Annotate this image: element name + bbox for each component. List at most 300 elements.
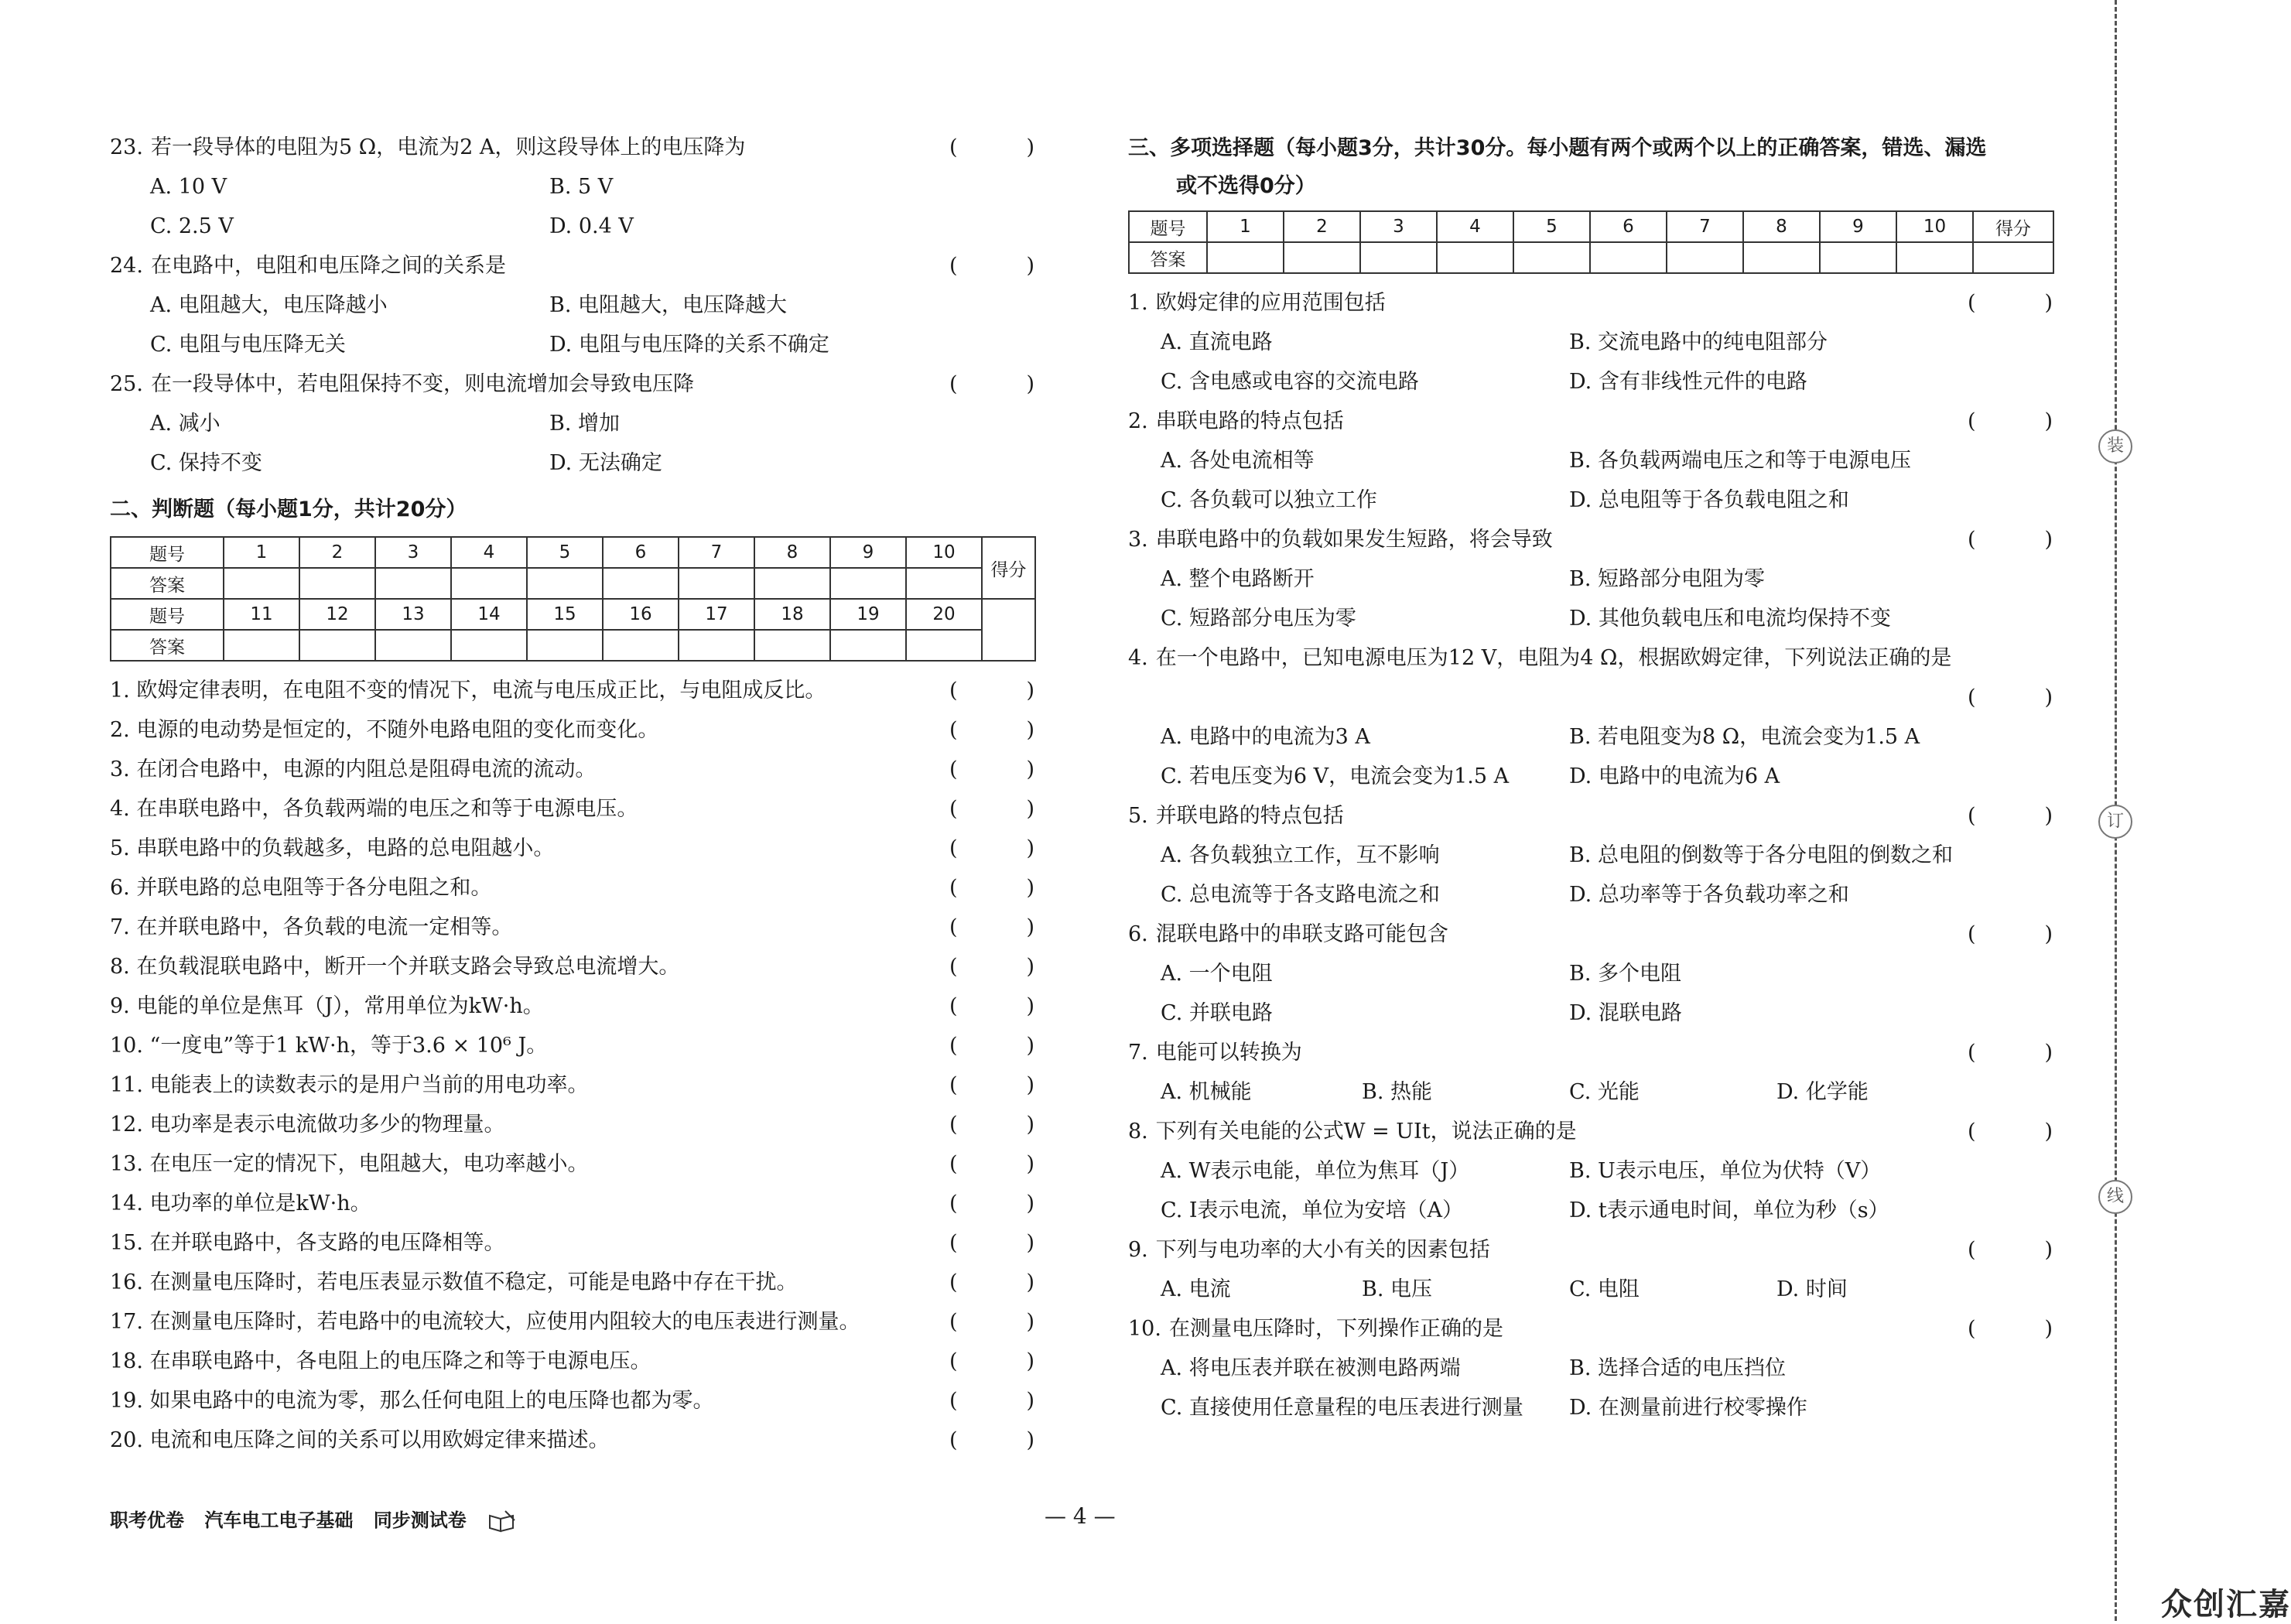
paren-open: (	[949, 1349, 958, 1373]
paren-close: )	[1026, 1073, 1034, 1097]
answer-cell[interactable]	[1284, 242, 1360, 273]
question	[110, 1065, 1034, 1105]
option[interactable]: C. 保持不变	[150, 451, 262, 475]
answer-parens[interactable]	[949, 908, 1034, 947]
option[interactable]: C. 含电感或电容的交流电路	[1161, 370, 1419, 394]
answer-cell[interactable]	[1590, 242, 1667, 273]
question-text: 16. 在测量电压降时，若电压表显示数值不稳定，可能是电路中存在干扰。	[110, 1270, 798, 1294]
paren-open: (	[949, 1231, 958, 1255]
option[interactable]: B. 若电阻变为8 Ω，电流会变为1.5 A	[1569, 725, 1920, 749]
question	[1128, 915, 2053, 954]
question-number: 5.	[1128, 804, 1148, 828]
paren-close: )	[1026, 994, 1034, 1018]
answer-cell[interactable]	[603, 568, 679, 599]
question-text: 在电路中，电阻和电压降之间的关系是	[150, 254, 506, 278]
question-text: 混联电路中的串联支路可能包含	[1155, 922, 1448, 946]
option-row	[110, 404, 1034, 443]
paren-open: (	[949, 1113, 958, 1137]
answer-cell[interactable]	[451, 568, 527, 599]
option[interactable]: A. 10 V	[150, 175, 227, 199]
question-text: 6. 并联电路的总电阻等于各分电阻之和。	[110, 876, 492, 900]
paren-open: (	[1968, 291, 1976, 315]
question-number-cell: 19	[830, 599, 906, 630]
option[interactable]: B. 交流电路中的纯电阻部分	[1569, 330, 1828, 354]
option[interactable]: A. 各处电流相等	[1161, 449, 1315, 473]
answer-parens[interactable]	[949, 1144, 1034, 1184]
paren-close: )	[1026, 1349, 1034, 1373]
answer-cell[interactable]	[1896, 242, 1973, 273]
option[interactable]: D. t表示通电时间，单位为秒（s）	[1569, 1198, 1889, 1222]
answer-parens[interactable]	[1968, 678, 2053, 717]
answer-cell[interactable]	[754, 630, 830, 661]
question-number-cell: 8	[754, 537, 830, 568]
answer-cell[interactable]	[299, 630, 375, 661]
footer-course: 汽车电工电子基础	[204, 1509, 354, 1531]
question-text: 10. “一度电”等于1 kW·h，等于3.6 × 10⁶ J。	[110, 1034, 548, 1058]
question	[110, 829, 1034, 868]
paren-open: (	[1968, 1238, 1976, 1262]
option[interactable]: D. 其他负载电压和电流均保持不变	[1569, 607, 1891, 631]
paren-open: (	[949, 915, 958, 939]
question-number-cell: 5	[1513, 211, 1590, 242]
footer-kind: 同步测试卷	[373, 1509, 467, 1531]
score-cell[interactable]	[982, 599, 1035, 661]
option-row	[1128, 836, 2053, 875]
answer-parens[interactable]	[1968, 520, 2053, 559]
paren-close: )	[1026, 1428, 1034, 1452]
question	[1128, 283, 2053, 323]
question-number-cell: 11	[224, 599, 299, 630]
option[interactable]: A. 将电压表并联在被测电路两端	[1161, 1356, 1461, 1380]
paren-open: (	[1968, 1317, 1976, 1341]
number-row-label: 题号	[1129, 211, 1207, 242]
answer-parens[interactable]	[949, 671, 1034, 710]
paren-close: )	[1026, 1389, 1034, 1413]
answer-cell[interactable]	[1360, 242, 1437, 273]
question-number-cell: 17	[679, 599, 754, 630]
answer-parens[interactable]	[1968, 1033, 2053, 1072]
option[interactable]: B. 5 V	[549, 175, 614, 199]
paren-close: )	[2044, 1317, 2053, 1341]
answer-parens[interactable]	[949, 1105, 1034, 1144]
answer-parens[interactable]	[949, 1263, 1034, 1302]
answer-row-label: 答案	[1129, 242, 1207, 273]
answer-parens[interactable]	[949, 986, 1034, 1026]
option[interactable]: C. 并联电路	[1161, 1001, 1273, 1025]
question-text: 串联电路的特点包括	[1155, 409, 1344, 433]
option-row	[1128, 1151, 2053, 1191]
option-row	[110, 167, 1034, 207]
option[interactable]: A. 一个电阻	[1161, 962, 1273, 986]
question	[110, 1263, 1034, 1302]
answer-cell[interactable]	[1207, 242, 1284, 273]
answer-parens[interactable]	[949, 789, 1034, 829]
option-row	[1128, 954, 2053, 993]
question-text: 在测量电压降时，下列操作正确的是	[1168, 1317, 1503, 1341]
paren-open: (	[949, 836, 958, 860]
left-column	[110, 128, 1034, 1460]
answer-parens[interactable]	[949, 1381, 1034, 1421]
option[interactable]: C. 若电压变为6 V，电流会变为1.5 A	[1161, 764, 1510, 788]
option-row	[1128, 875, 2053, 915]
answer-cell[interactable]	[830, 630, 906, 661]
watermark: 众创汇嘉	[2161, 1587, 2291, 1622]
paren-close: )	[1026, 718, 1034, 742]
option[interactable]: C. I表示电流，单位为安培（A）	[1161, 1198, 1464, 1222]
question-number-cell: 3	[1360, 211, 1437, 242]
paren-open: (	[949, 1034, 958, 1058]
answer-parens[interactable]	[949, 947, 1034, 986]
option[interactable]: D. 总功率等于各负载功率之和	[1569, 883, 1849, 907]
paren-open: (	[949, 1310, 958, 1334]
question-number-cell: 7	[679, 537, 754, 568]
score-cell[interactable]	[1973, 242, 2053, 273]
book-icon	[487, 1509, 518, 1533]
question-text: 2. 电源的电动势是恒定的，不随外电路电阻的变化而变化。	[110, 718, 659, 742]
question-text: 7. 在并联电路中，各负载的电流一定相等。	[110, 915, 513, 939]
option[interactable]: C. 2.5 V	[150, 214, 234, 238]
paren-close: )	[1026, 836, 1034, 860]
footer-brand: 职考优卷	[110, 1509, 184, 1531]
question	[110, 710, 1034, 750]
question-number-cell: 9	[1820, 211, 1896, 242]
paren-open: (	[949, 1389, 958, 1413]
answer-cell[interactable]	[1820, 242, 1896, 273]
question	[110, 986, 1034, 1026]
paren-open: (	[949, 955, 958, 979]
paren-open: (	[1968, 1041, 1976, 1065]
question-text: 5. 串联电路中的负载越多，电路的总电阻越小。	[110, 836, 555, 860]
answer-parens[interactable]	[949, 1065, 1034, 1105]
paren-close: )	[1026, 1113, 1034, 1137]
answer-parens[interactable]	[949, 750, 1034, 789]
option[interactable]: A. 减小	[150, 412, 221, 436]
answer-parens[interactable]	[949, 1184, 1034, 1223]
option[interactable]: C. 总电流等于各支路电流之和	[1161, 883, 1440, 907]
option[interactable]: B. 总电阻的倒数等于各分电阻的倒数之和	[1569, 843, 1954, 867]
answer-parens[interactable]	[1968, 1230, 2053, 1270]
answer-cell[interactable]	[679, 568, 754, 599]
question-number-cell: 6	[603, 537, 679, 568]
option-row	[1128, 1349, 2053, 1388]
option[interactable]: D. 混联电路	[1569, 1001, 1682, 1025]
paren-close: )	[1026, 955, 1034, 979]
answer-row-label: 答案	[111, 568, 224, 599]
paren-close: )	[2044, 528, 2053, 552]
answer-parens[interactable]	[949, 1302, 1034, 1342]
question-number-cell: 15	[527, 599, 603, 630]
option[interactable]: D. 无法确定	[549, 451, 662, 475]
answer-parens[interactable]	[1968, 1112, 2053, 1151]
question	[110, 128, 1034, 167]
question	[1128, 1230, 2053, 1270]
paren-close: )	[1026, 1310, 1034, 1334]
question-text: 19. 如果电路中的电流为零，那么任何电阻上的电压降也都为零。	[110, 1389, 714, 1413]
option[interactable]: A. 整个电路断开	[1161, 567, 1315, 591]
answer-cell[interactable]	[830, 568, 906, 599]
answer-cell[interactable]	[1743, 242, 1820, 273]
number-row-label: 题号	[111, 537, 224, 568]
option[interactable]: C. 各负载可以独立工作	[1161, 488, 1377, 512]
option[interactable]: D. 时间	[1776, 1277, 1848, 1301]
option[interactable]: C. 电阻与电压降无关	[150, 333, 346, 357]
paren-close: )	[2044, 685, 2053, 709]
question	[1128, 1033, 2053, 1072]
option[interactable]: B. 短路部分电阻为零	[1569, 567, 1766, 591]
question-text: 1. 欧姆定律表明，在电阻不变的情况下，电流与电压成正比，与电阻成反比。	[110, 679, 826, 703]
paren-open: (	[1968, 528, 1976, 552]
question-text: 下列有关电能的公式W = UIt，说法正确的是	[1155, 1120, 1577, 1144]
question-number: 1.	[1128, 291, 1148, 315]
answer-cell[interactable]	[906, 630, 982, 661]
option[interactable]: B. 电压	[1362, 1277, 1433, 1301]
answer-parens[interactable]	[949, 364, 1034, 404]
option[interactable]: B. 电阻越大，电压降越大	[549, 293, 788, 317]
paren-close: )	[1026, 135, 1034, 159]
paren-close: )	[1026, 1152, 1034, 1176]
question-number: 10.	[1128, 1317, 1161, 1341]
paren-open: (	[949, 135, 958, 159]
paren-open: (	[949, 797, 958, 821]
option[interactable]: B. U表示电压，单位为伏特（V）	[1569, 1159, 1882, 1183]
option-row	[1128, 362, 2053, 402]
option-row	[110, 285, 1034, 325]
question-number-cell: 5	[527, 537, 603, 568]
question	[110, 868, 1034, 908]
cut-mark-zhuang: 装	[2098, 429, 2132, 463]
answer-parens[interactable]	[949, 1421, 1034, 1460]
answer-row-label: 答案	[111, 630, 224, 661]
paren-close: )	[2044, 409, 2053, 433]
answer-parens[interactable]	[949, 710, 1034, 750]
right-column	[1128, 128, 2053, 1427]
question-text: 4. 在串联电路中，各负载两端的电压之和等于电源电压。	[110, 797, 638, 821]
question	[110, 1105, 1034, 1144]
option[interactable]: D. 在测量前进行校零操作	[1569, 1396, 1807, 1420]
option[interactable]: C. 电阻	[1569, 1277, 1640, 1301]
answer-cell[interactable]	[1513, 242, 1590, 273]
question	[1128, 796, 2053, 836]
question	[110, 671, 1034, 710]
option[interactable]: D. 0.4 V	[549, 214, 634, 238]
question	[1128, 638, 2053, 678]
question	[110, 1144, 1034, 1184]
answer-cell[interactable]	[375, 630, 451, 661]
question	[110, 364, 1034, 404]
paren-open: (	[949, 679, 958, 703]
question-text: 15. 在并联电路中，各支路的电压降相等。	[110, 1231, 505, 1255]
question	[110, 1421, 1034, 1460]
question-paren-line	[1128, 678, 2053, 717]
option[interactable]: B. 多个电阻	[1569, 962, 1682, 986]
question-number-cell: 14	[451, 599, 527, 630]
answer-parens[interactable]	[949, 1223, 1034, 1263]
question	[110, 947, 1034, 986]
question-number-cell: 6	[1590, 211, 1667, 242]
paren-close: )	[1026, 1034, 1034, 1058]
question-text: 9. 电能的单位是焦耳（J），常用单位为kW·h。	[110, 994, 544, 1018]
option[interactable]: B. 各负载两端电压之和等于电源电压	[1569, 449, 1912, 473]
paren-close: )	[1026, 757, 1034, 781]
option[interactable]: A. 各负载独立工作，互不影响	[1161, 843, 1440, 867]
answer-cell[interactable]	[679, 630, 754, 661]
question-number-cell: 4	[451, 537, 527, 568]
question-number-cell: 18	[754, 599, 830, 630]
option-row	[1128, 599, 2053, 638]
option[interactable]: B. 选择合适的电压挡位	[1569, 1356, 1787, 1380]
option[interactable]: A. 电流	[1161, 1277, 1231, 1301]
question-number: 9.	[1128, 1238, 1148, 1262]
option[interactable]: A. W表示电能，单位为焦耳（J）	[1161, 1159, 1470, 1183]
paren-close: )	[1026, 372, 1034, 396]
paren-open: (	[1968, 922, 1976, 946]
question	[110, 1223, 1034, 1263]
question-number: 24.	[110, 254, 143, 278]
answer-parens[interactable]	[949, 246, 1034, 285]
question-number: 4.	[1128, 646, 1148, 670]
option[interactable]: D. 总电阻等于各负载电阻之和	[1569, 488, 1849, 512]
question-text: 在一个电路中，已知电源电压为12 V，电阻为4 Ω，根据欧姆定律，下列说法正确的是	[1155, 646, 1952, 670]
answer-cell[interactable]	[527, 630, 603, 661]
question-number: 6.	[1128, 922, 1148, 946]
paren-open: (	[949, 1073, 958, 1097]
question	[110, 1026, 1034, 1065]
question	[110, 1184, 1034, 1223]
option-row	[1128, 441, 2053, 480]
question	[110, 1302, 1034, 1342]
answer-parens[interactable]	[1968, 796, 2053, 836]
question-text: 18. 在串联电路中，各电阻上的电压降之和等于电源电压。	[110, 1349, 651, 1373]
paren-open: (	[949, 994, 958, 1018]
option[interactable]: A. 机械能	[1161, 1080, 1252, 1104]
option-row	[110, 207, 1034, 246]
option[interactable]: C. 短路部分电压为零	[1161, 607, 1356, 631]
question-text: 12. 电功率是表示电流做功多少的物理量。	[110, 1113, 505, 1137]
answer-cell[interactable]	[527, 568, 603, 599]
option[interactable]: B. 增加	[549, 412, 621, 436]
paren-open: (	[949, 1152, 958, 1176]
page-number: — 4 —	[1045, 1503, 1116, 1529]
paren-close: )	[1026, 679, 1034, 703]
answer-cell[interactable]	[375, 568, 451, 599]
question-number-cell: 7	[1667, 211, 1743, 242]
multi-section-title-cont: 或不选得0分）	[1176, 174, 1316, 198]
answer-cell[interactable]	[224, 568, 299, 599]
question	[1128, 1112, 2053, 1151]
option[interactable]: C. 光能	[1569, 1080, 1640, 1104]
answer-parens[interactable]	[1968, 402, 2053, 441]
question	[1128, 520, 2053, 559]
question	[110, 1342, 1034, 1381]
option[interactable]: A. 直流电路	[1161, 330, 1273, 354]
question-text: 串联电路中的负载如果发生短路，将会导致	[1155, 528, 1553, 552]
question-number-cell: 10	[1896, 211, 1973, 242]
paren-open: (	[1968, 804, 1976, 828]
answer-parens[interactable]	[949, 1026, 1034, 1065]
question-number-cell: 16	[603, 599, 679, 630]
question-text: 下列与电功率的大小有关的因素包括	[1155, 1238, 1490, 1262]
option[interactable]: A. 电路中的电流为3 A	[1161, 725, 1370, 749]
question-number-cell: 3	[375, 537, 451, 568]
answer-parens[interactable]	[1968, 915, 2053, 954]
paren-open: (	[949, 254, 958, 278]
option[interactable]: D. 化学能	[1776, 1080, 1869, 1104]
paren-close: )	[1026, 1192, 1034, 1215]
option-row	[110, 325, 1034, 364]
question-text: 13. 在电压一定的情况下，电阻越大，电功率越小。	[110, 1152, 589, 1176]
paren-open: (	[1968, 1120, 1976, 1144]
option-row	[1128, 1191, 2053, 1230]
question-text: 11. 电能表上的读数表示的是用户当前的用电功率。	[110, 1073, 589, 1097]
question-number-cell: 8	[1743, 211, 1820, 242]
question-number: 23.	[110, 135, 143, 159]
question	[1128, 402, 2053, 441]
answer-parens[interactable]	[949, 1342, 1034, 1381]
number-row-label: 题号	[111, 599, 224, 630]
answer-parens[interactable]	[949, 128, 1034, 167]
question-number-cell: 2	[299, 537, 375, 568]
footer	[110, 1505, 518, 1533]
answer-cell[interactable]	[1437, 242, 1513, 273]
answer-parens[interactable]	[1968, 1309, 2053, 1349]
option[interactable]: A. 电阻越大，电压降越小	[150, 293, 388, 317]
paren-close: )	[2044, 1041, 2053, 1065]
option-row	[1128, 323, 2053, 362]
answer-cell[interactable]	[299, 568, 375, 599]
option[interactable]: B. 热能	[1362, 1080, 1433, 1104]
question-text: 20. 电流和电压降之间的关系可以用欧姆定律来描述。	[110, 1428, 610, 1452]
multi-section-title: 三、多项选择题（每小题3分，共计30分。每小题有两个或两个以上的正确答案，错选、漏选	[1128, 136, 1987, 160]
answer-parens[interactable]	[949, 829, 1034, 868]
option-row	[1128, 559, 2053, 599]
question-number: 8.	[1128, 1120, 1148, 1144]
question-text: 8. 在负载混联电路中，断开一个并联支路会导致总电流增大。	[110, 955, 680, 979]
answer-parens[interactable]	[1968, 283, 2053, 323]
cut-mark-xian: 线	[2098, 1180, 2132, 1214]
paren-open: (	[1968, 409, 1976, 433]
option[interactable]: D. 电路中的电流为6 A	[1569, 764, 1780, 788]
question	[110, 1381, 1034, 1421]
question	[1128, 1309, 2053, 1349]
option[interactable]: D. 含有非线性元件的电路	[1569, 370, 1807, 394]
option[interactable]: D. 电阻与电压降的关系不确定	[549, 333, 829, 357]
judge-answer-table	[110, 536, 1034, 662]
answer-cell[interactable]	[1667, 242, 1743, 273]
answer-cell[interactable]	[906, 568, 982, 599]
answer-cell[interactable]	[224, 630, 299, 661]
question	[110, 246, 1034, 285]
question-number-cell: 1	[224, 537, 299, 568]
answer-cell[interactable]	[603, 630, 679, 661]
answer-cell[interactable]	[754, 568, 830, 599]
answer-cell[interactable]	[451, 630, 527, 661]
answer-parens[interactable]	[949, 868, 1034, 908]
option-row	[1128, 993, 2053, 1033]
paren-open: (	[949, 876, 958, 900]
paren-close: )	[2044, 291, 2053, 315]
paren-open: (	[949, 757, 958, 781]
paren-close: )	[2044, 804, 2053, 828]
cut-mark-ding: 订	[2098, 805, 2132, 839]
question-number: 7.	[1128, 1041, 1148, 1065]
option-row	[1128, 717, 2053, 757]
question-number: 2.	[1128, 409, 1148, 433]
option[interactable]: C. 直接使用任意量程的电压表进行测量	[1161, 1396, 1523, 1420]
question	[110, 789, 1034, 829]
paren-open: (	[949, 1428, 958, 1452]
paren-close: )	[1026, 876, 1034, 900]
judge-section-title: 二、判断题（每小题1分，共计20分）	[110, 497, 467, 521]
